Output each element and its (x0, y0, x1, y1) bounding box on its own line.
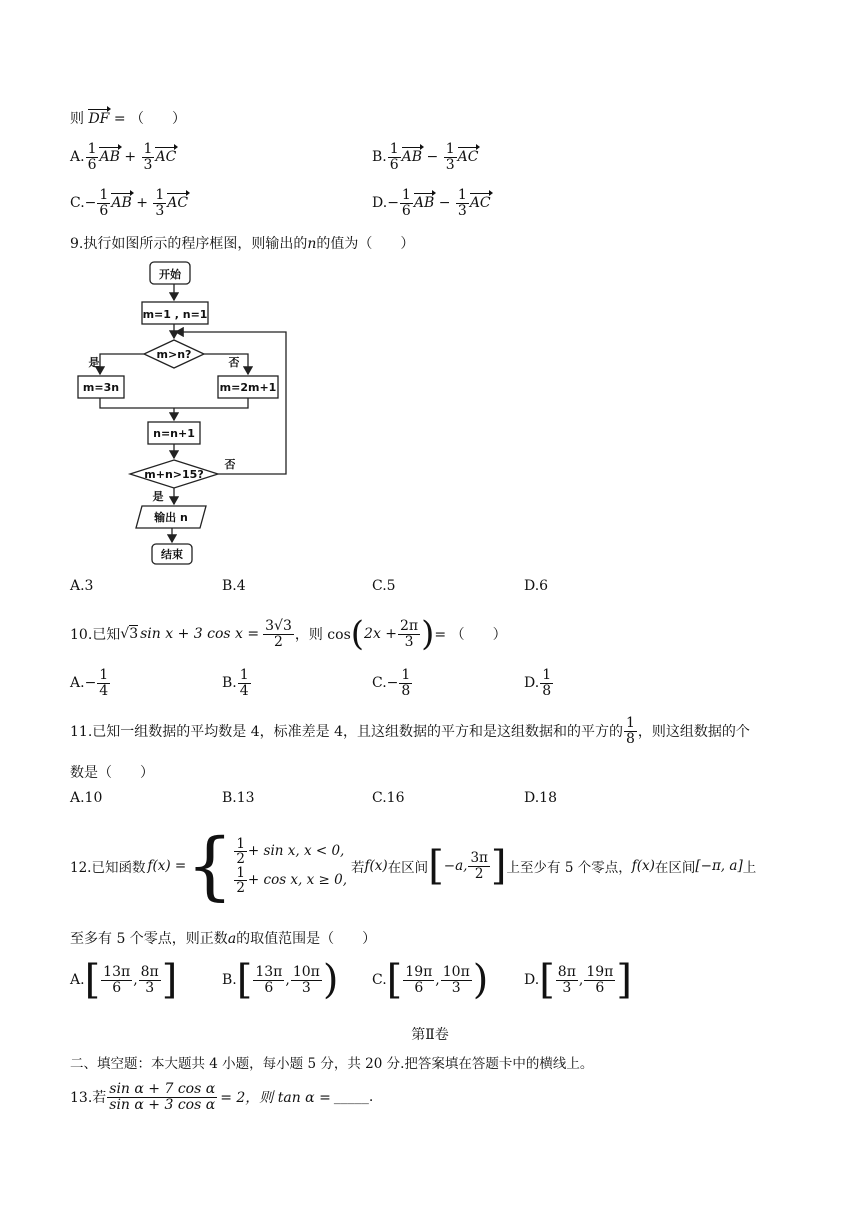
program-flowchart (70, 258, 300, 568)
denominator: 6 (401, 202, 411, 219)
denominator: 3 (445, 156, 455, 173)
option-sign: − (84, 675, 97, 692)
q10-inner: 2x + (364, 626, 398, 642)
operator: − (426, 149, 439, 166)
operator: + (136, 195, 148, 212)
right-bracket: ] (161, 957, 178, 1003)
function-f-ref-2: f(x) (631, 858, 655, 874)
denominator: 2 (236, 850, 245, 867)
q10-option-c (372, 668, 413, 698)
q12-mid4: 在区间 (654, 860, 696, 876)
q12-mid3: 上至少有 5 个零点， (506, 860, 632, 876)
denominator: 6 (99, 202, 109, 219)
q11-option-c: C.16 (372, 790, 405, 806)
numerator: 10π (442, 963, 470, 980)
fraction (540, 668, 553, 698)
q12-stem-line1 (70, 820, 756, 912)
q13-stem (70, 1074, 373, 1120)
q10-stem (70, 612, 507, 656)
q12-option-a: A. [ $\frac{13\pi}{6}$ , $\frac{8\pi}{3}$ ] (70, 957, 178, 1003)
numerator: 1 (542, 667, 552, 683)
denominator: 4 (99, 682, 109, 699)
numerator: 1 (389, 141, 399, 157)
flow-yes2-label: 是 (152, 490, 164, 503)
interval-2: [−π, a] (695, 858, 743, 874)
q11-option-b: B.13 (222, 790, 255, 806)
flow-no2-label: 否 (224, 458, 236, 471)
flow-cond1-label: m>n? (156, 348, 192, 361)
q9-stem-text: 9.执行如图所示的程序框图，则输出的 (70, 236, 308, 252)
q10-expression: sin x + 3 cos x = (140, 626, 260, 642)
denominator: 3 (451, 979, 461, 996)
option-sign: − (84, 195, 97, 212)
fraction (400, 188, 413, 218)
denominator: sin α + 3 cos α (109, 1096, 216, 1113)
denominator: 2 (274, 633, 283, 650)
fraction (253, 965, 284, 995)
denominator: 6 (595, 979, 605, 996)
q8-option-c (70, 188, 188, 218)
q9-stem (70, 233, 414, 253)
right-bracket: ) (472, 957, 489, 1003)
numerator: 10π (292, 963, 320, 980)
flow-cond2-label: m+n>15? (144, 468, 204, 481)
q8-option-b (372, 142, 478, 172)
fraction (107, 1082, 217, 1112)
denominator: 8 (542, 682, 552, 699)
flow-left-label: m=3n (82, 381, 120, 394)
answer-blank[interactable]: _____. (333, 1089, 374, 1105)
flow-init-label: m=1 , n=1 (142, 308, 208, 321)
fraction (624, 716, 637, 746)
flow-incr-label: n=n+1 (153, 427, 195, 440)
right-bracket: ] (616, 957, 632, 1003)
denominator: 3 (457, 202, 467, 219)
numerator: 1 (236, 835, 245, 852)
numerator: 1 (457, 187, 467, 203)
variable-a: a (227, 931, 237, 947)
right-bracket: ) (322, 957, 339, 1003)
left-bracket: [ (428, 843, 444, 889)
denominator: 3 (301, 979, 311, 996)
option-letter: A. (70, 675, 85, 692)
denominator: 4 (239, 682, 249, 699)
piecewise-cases (233, 837, 347, 896)
fraction (441, 965, 472, 995)
numerator: 19π (405, 963, 433, 980)
q10-then: ，则 cos (294, 627, 351, 643)
right-paren: ) (421, 614, 435, 654)
numerator: 1 (99, 667, 109, 683)
q8-stem (70, 108, 186, 128)
denominator: 3 (404, 633, 414, 650)
flow-yes-label: 是 (88, 356, 100, 369)
fraction (153, 188, 166, 218)
left-bracket: [ (386, 957, 403, 1003)
case-1-expr: + sin x, x < 0, (247, 842, 345, 859)
q11-line1-tail: ，则这组数据的个 (637, 724, 750, 741)
vector: AC (469, 195, 491, 212)
q12-option-d: D. [ $\frac{8\pi}{3}$ , $\frac{19\pi}{6}$ ] (524, 957, 632, 1003)
fraction (291, 965, 322, 995)
q10-option-b (222, 668, 252, 698)
fraction (86, 142, 99, 172)
sqrt-radicand: 3 (129, 626, 139, 642)
q12-stem-line2 (70, 928, 376, 948)
fraction (234, 837, 247, 866)
option-letter: A. (70, 972, 85, 988)
numerator: 1 (401, 187, 411, 203)
q10-tail: = （ ） (434, 627, 507, 643)
numerator: 1 (87, 141, 97, 157)
numerator: 1 (143, 141, 153, 157)
fraction (101, 965, 132, 995)
option-letter: D. (372, 195, 388, 212)
vector: AC (167, 195, 189, 212)
q12-mid5: 上 (742, 860, 757, 876)
flow-right-label: m=2m+1 (219, 381, 277, 394)
numerator: 19π (586, 963, 614, 980)
option-letter: B. (372, 149, 387, 166)
case-1 (233, 837, 347, 866)
numerator: 3√3 (265, 617, 292, 634)
vector: AC (155, 149, 177, 166)
denominator: 6 (414, 979, 424, 996)
fraction (139, 965, 161, 995)
left-paren: ( (350, 614, 365, 654)
numerator: 13π (103, 963, 131, 980)
numerator: 13π (255, 963, 283, 980)
q9-option-c: C.5 (372, 578, 396, 594)
option-sign: − (386, 675, 399, 692)
interval-start: −a, (443, 858, 468, 874)
q8-option-a (70, 142, 176, 172)
q9-option-b: B.4 (222, 578, 246, 594)
numerator: 1 (99, 187, 109, 203)
q8-stem-prefix: 则 (70, 111, 84, 127)
q8-stem-suffix: = （ ） (113, 111, 187, 127)
right-bracket: ] (490, 843, 507, 889)
flow-output-label: 输出 n (154, 511, 188, 524)
numerator: 1 (401, 667, 411, 683)
q12-prefix: 12.已知函数 (70, 860, 146, 876)
vector: AC (457, 149, 479, 166)
fraction (97, 188, 110, 218)
option-letter: A. (70, 149, 85, 166)
option-sign: − (387, 195, 399, 212)
q10-option-d (524, 668, 554, 698)
fraction (97, 668, 110, 698)
function-f: f(x) = (147, 858, 187, 874)
flow-start-label: 开始 (159, 268, 181, 281)
numerator: 8π (557, 963, 576, 980)
denominator: 6 (112, 979, 122, 996)
option-letter: D. (524, 972, 540, 988)
q12-mid1: 若 (351, 860, 365, 876)
left-bracket: [ (236, 957, 253, 1003)
variable-n: n (307, 236, 317, 252)
numerator: 8π (140, 963, 159, 980)
numerator: 2π (400, 617, 419, 634)
sqrt-symbol: √3 (120, 626, 139, 642)
flow-end-label: 结束 (161, 548, 183, 561)
fraction (398, 619, 420, 649)
fraction (142, 142, 155, 172)
denominator: 2 (474, 865, 484, 882)
left-brace: { (186, 823, 234, 909)
q11-option-a: A.10 (70, 790, 103, 806)
part-2-title: 第Ⅱ卷 (411, 1027, 449, 1043)
fraction (263, 619, 294, 649)
numerator: 1 (155, 187, 165, 203)
denominator: 8 (401, 682, 411, 699)
vector: AB (111, 195, 132, 212)
denominator: 3 (155, 202, 165, 219)
q9-option-a: A.3 (70, 578, 94, 594)
q10-prefix: 10.已知 (70, 627, 121, 643)
fraction (456, 188, 469, 218)
q13-prefix: 13.若 (70, 1090, 107, 1106)
case-2 (233, 866, 347, 895)
option-letter: C. (372, 972, 387, 988)
denominator: 2 (236, 880, 245, 897)
denominator: 8 (625, 730, 635, 747)
function-f-ref: f(x) (364, 858, 388, 874)
fraction (556, 965, 578, 995)
q9-stem-tail: 的值为（ ） (316, 236, 415, 252)
left-bracket: [ (84, 957, 101, 1003)
flow-no-label: 否 (228, 356, 240, 369)
denominator: 6 (87, 156, 97, 173)
numerator: 1 (236, 865, 245, 881)
fraction (234, 866, 247, 895)
denominator: 3 (145, 979, 155, 996)
operator: + (124, 149, 137, 166)
option-letter: D. (524, 675, 540, 692)
option-letter: C. (372, 675, 387, 692)
option-letter: C. (70, 195, 85, 212)
fraction (403, 965, 434, 995)
fraction (468, 851, 489, 880)
q11-line1-text: 11.已知一组数据的平均数是 4，标准差是 4，且这组数据的平方和是这组数据和的平方的 (70, 724, 623, 741)
numerator: sin α + 7 cos α (109, 1080, 216, 1097)
q11-stem-line2: 数是（ ） (70, 765, 154, 781)
numerator: 1 (445, 141, 455, 157)
option-letter: B. (222, 972, 237, 988)
vector: AB (99, 149, 120, 166)
q8-option-d (372, 188, 491, 218)
q11-stem-line1 (70, 716, 750, 746)
denominator: 3 (562, 979, 572, 996)
q12-mid2: 在区间 (387, 860, 429, 876)
vector: AB (413, 195, 435, 212)
q10-option-a (70, 668, 111, 698)
q12-line2-text: 至多有 5 个零点，则正数 (70, 931, 228, 947)
q9-option-d: D.6 (524, 578, 549, 594)
fraction (444, 142, 457, 172)
q12-line2-tail: 的取值范围是（ ） (236, 931, 377, 947)
denominator: 3 (143, 156, 153, 173)
fraction (399, 668, 412, 698)
fraction (238, 668, 251, 698)
fraction (388, 142, 401, 172)
case-2-expr: + cos x, x ≥ 0, (247, 872, 348, 889)
fraction (584, 965, 615, 995)
denominator: 6 (264, 979, 274, 996)
option-letter: B. (222, 675, 237, 692)
q12-option-c: C. [ $\frac{19\pi}{6}$ , $\frac{10\pi}{3}$ ) (372, 957, 489, 1003)
vector: AB (401, 149, 423, 166)
numerator: 1 (625, 715, 635, 731)
section-2-instructions: 二、填空题：本大题共 4 小题，每小题 5 分，共 20 分.把答案填在答题卡中的横线上。 (70, 1056, 594, 1072)
denominator: 6 (389, 156, 399, 173)
operator: − (438, 195, 451, 212)
numerator: 3π (470, 850, 488, 867)
numerator: 1 (239, 667, 249, 683)
left-bracket: [ (539, 957, 555, 1003)
q13-mid: = 2，则 tan α = (220, 1090, 331, 1106)
vector-df: DF (88, 111, 110, 127)
q12-option-b: B. [ $\frac{13\pi}{6}$ , $\frac{10\pi}{3}$ ) (222, 957, 339, 1003)
q11-option-d: D.18 (524, 790, 557, 806)
